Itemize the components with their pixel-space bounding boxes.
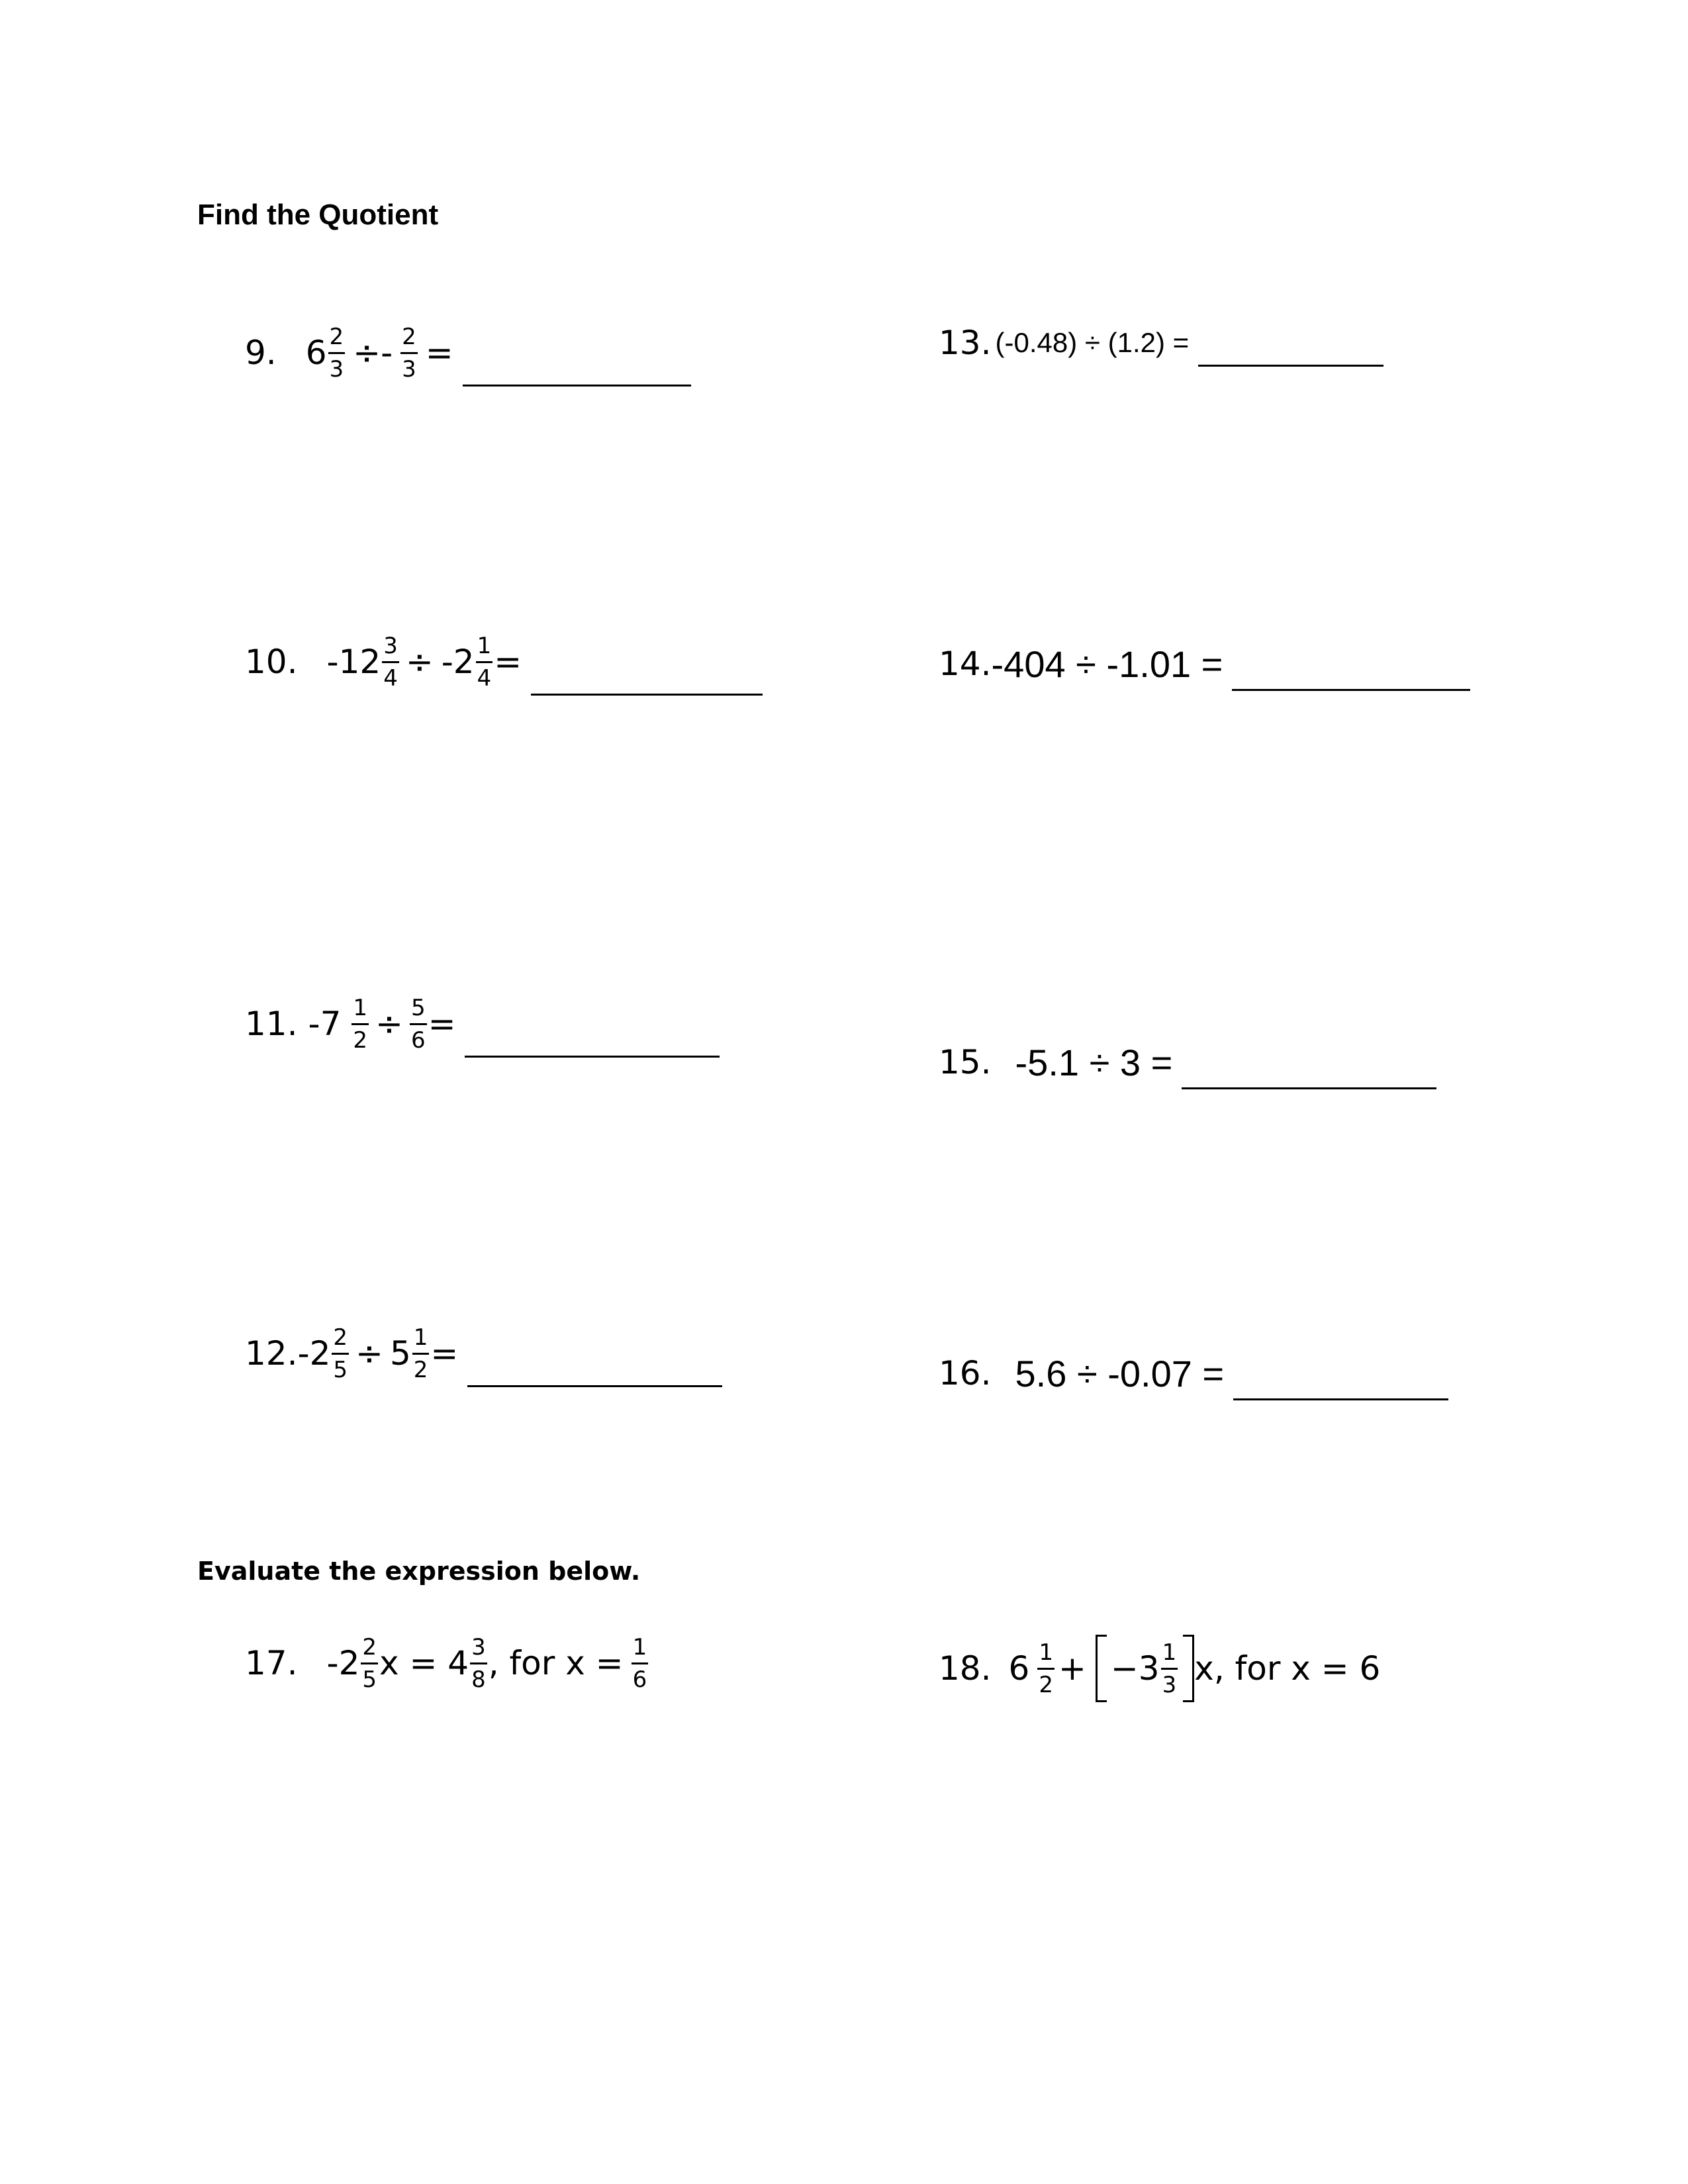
- operator: +: [1058, 1649, 1086, 1688]
- whole-number: 6: [305, 334, 327, 372]
- fraction: $\frac{5}{6}$: [410, 994, 426, 1054]
- problem-number: 18.: [939, 1649, 992, 1688]
- fraction: $\frac{2}{5}$: [362, 1633, 377, 1693]
- whole-number: 6: [1008, 1649, 1030, 1688]
- answer-blank[interactable]: [463, 358, 691, 387]
- answer-blank[interactable]: [465, 1029, 720, 1058]
- expression: -5.1 ÷ 3 =: [1015, 1041, 1173, 1083]
- left-bracket: [1096, 1635, 1107, 1702]
- problem-10: [245, 625, 763, 698]
- whole-number: -2: [326, 1644, 360, 1682]
- operator: ÷: [405, 643, 434, 681]
- operator: ÷-: [353, 334, 393, 372]
- problem-number: 10.: [245, 643, 298, 681]
- fraction: $\frac{1}{2}$: [413, 1324, 428, 1383]
- expression-tail: , for x =: [488, 1644, 624, 1682]
- expression: -404 ÷ -1.01 =: [991, 643, 1223, 685]
- equals-sign: =: [494, 643, 522, 681]
- answer-blank[interactable]: [531, 667, 763, 696]
- problem-9: [245, 316, 691, 389]
- answer-blank[interactable]: [1233, 1372, 1448, 1400]
- whole-number: 5: [389, 1334, 411, 1373]
- expression-middle: x = 4: [379, 1644, 469, 1682]
- expression: (-0.48) ÷ (1.2) =: [995, 327, 1190, 358]
- fraction: $\frac{3}{8}$: [471, 1633, 486, 1693]
- fraction: $\frac{2}{5}$: [333, 1324, 348, 1383]
- problem-number: 11.: [245, 1005, 298, 1043]
- whole-number: -2: [297, 1334, 331, 1373]
- expression: 5.6 ÷ -0.07 =: [1015, 1352, 1225, 1394]
- equals-sign: =: [430, 1334, 459, 1373]
- fraction: $\frac{1}{3}$: [1162, 1639, 1177, 1698]
- section-title-find-quotient: Find the Quotient: [197, 199, 439, 231]
- problem-number: 9.: [245, 334, 277, 372]
- equals-sign: =: [425, 334, 453, 372]
- answer-blank[interactable]: [1182, 1061, 1436, 1089]
- problem-number: 15.: [939, 1043, 992, 1081]
- problem-16: [939, 1343, 1448, 1403]
- fraction: $\frac{2}{3}$: [402, 323, 416, 383]
- problem-11: [245, 987, 720, 1060]
- problem-13: [939, 316, 1383, 369]
- problem-number: 16.: [939, 1354, 992, 1392]
- whole-number: -12: [326, 643, 381, 681]
- expression-tail: x, for x = 6: [1194, 1649, 1381, 1688]
- whole-number: -7: [308, 1005, 342, 1043]
- fraction: $\frac{2}{3}$: [329, 323, 344, 383]
- problem-number: 14.: [939, 645, 992, 683]
- answer-blank[interactable]: [1232, 662, 1470, 691]
- operator: ÷: [375, 1005, 403, 1043]
- equals-sign: =: [428, 1005, 456, 1043]
- fraction: $\frac{3}{4}$: [383, 632, 398, 692]
- answer-blank[interactable]: [1198, 345, 1383, 367]
- problem-number: 17.: [245, 1644, 298, 1682]
- answer-blank[interactable]: [467, 1359, 722, 1387]
- fraction: $\frac{1}{2}$: [353, 994, 368, 1054]
- fraction: $\frac{1}{6}$: [632, 1633, 647, 1693]
- problem-17: [245, 1627, 649, 1700]
- right-bracket: [1183, 1635, 1194, 1702]
- fraction: $\frac{1}{2}$: [1039, 1639, 1053, 1698]
- problem-12: [245, 1317, 722, 1390]
- problem-18: [939, 1632, 1380, 1705]
- problem-number: 13.: [939, 324, 992, 362]
- section-title-evaluate: Evaluate the expression below.: [197, 1557, 641, 1586]
- operator: ÷: [355, 1334, 383, 1373]
- problem-number: 12.: [245, 1334, 298, 1373]
- whole-number: -2: [441, 643, 475, 681]
- whole-number: −3: [1110, 1649, 1160, 1688]
- problem-14: [939, 634, 1470, 694]
- fraction: $\frac{1}{4}$: [477, 632, 492, 692]
- problem-15: [939, 1032, 1436, 1092]
